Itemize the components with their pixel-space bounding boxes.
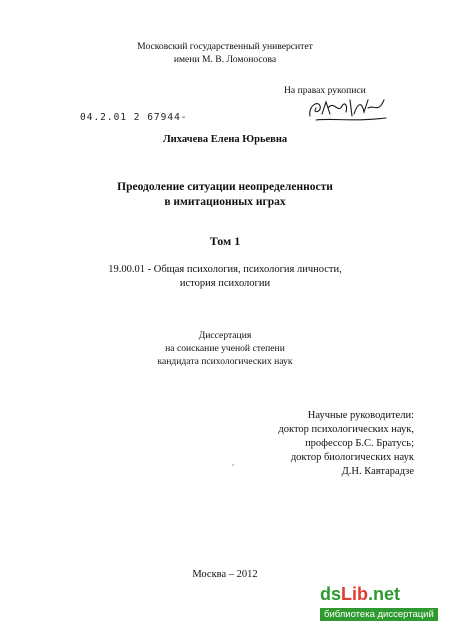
specialty-block (0, 263, 450, 291)
university-line-2: имени М. В. Ломоносова (173, 54, 277, 65)
dissertation-line-2: на соискание ученой степени (165, 343, 285, 354)
university-header (0, 40, 450, 66)
place-year: Москва – 2012 (192, 569, 258, 580)
supervisors-block (278, 409, 414, 479)
dslib-watermark[interactable] (320, 584, 440, 622)
registration-number: 04.2.01 2 67944 (80, 112, 181, 123)
title-line-1: Преодоление ситуации неопределенности (117, 181, 333, 193)
dissertation-title (0, 180, 450, 210)
title-line-2: в имитационных играх (164, 196, 286, 208)
author-name: Лихачева Елена Юрьевна (162, 134, 288, 145)
rights-label: На правах рукописи (284, 85, 366, 96)
stamp-trailing-mark: - (180, 112, 188, 123)
dissertation-line-1: Диссертация (198, 330, 252, 341)
dissertation-block (0, 329, 450, 368)
university-line-1: Московский государственный университет (137, 41, 313, 52)
specialty-line-2: история психологии (179, 278, 271, 289)
supervisor-line-1: доктор психологических наук, (278, 424, 414, 435)
supervisors-heading: Научные руководители: (307, 410, 414, 421)
handwritten-signature (304, 94, 394, 126)
supervisor-line-3: доктор биологических наук (290, 452, 414, 463)
dissertation-line-3: кандидата психологических наук (157, 356, 293, 367)
dslib-subtitle: библиотека диссертаций (320, 608, 438, 621)
dslib-logo: dsLib.net (320, 584, 401, 604)
supervisor-line-4: Д.Н. Кавтарадзе (341, 466, 414, 477)
supervisor-line-2: профессор Б.С. Братусь; (305, 438, 414, 449)
specialty-line-1: 19.00.01 - Общая психология, психология личности, (108, 264, 342, 275)
scan-speck (232, 464, 234, 466)
volume-label: Том 1 (209, 234, 241, 248)
registration-stamp (80, 112, 188, 123)
